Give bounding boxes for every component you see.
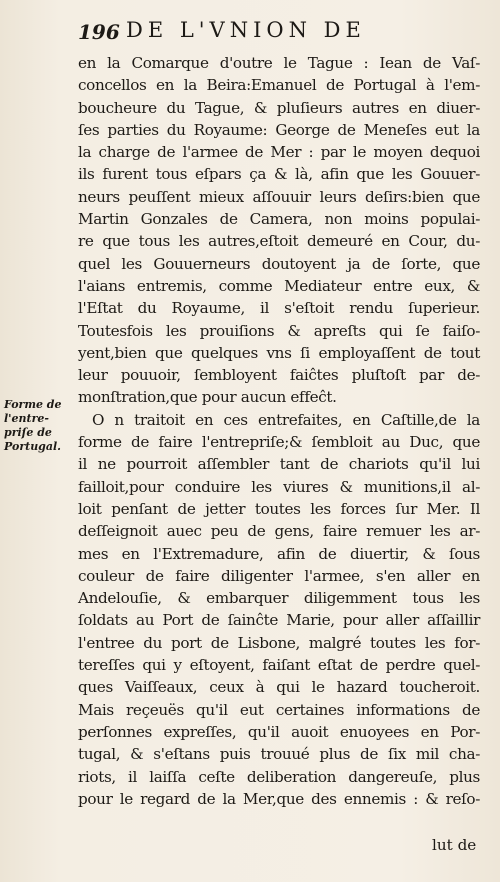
text-line: couleur de faire diligenter l'armee, s'en aller en xyxy=(78,566,480,585)
text-line: neurs peuſſent mieux aſſouuir leurs deſirs:bien que xyxy=(78,187,480,206)
text-line: il ne pourroit aſſembler tant de chariots qu'il lui xyxy=(78,455,480,474)
text-line: boucheure du Tague, & pluſieurs autres en diuer- xyxy=(78,98,480,117)
text-line: ſes parties du Royaume: George de Meneſes eut la xyxy=(78,120,480,139)
text-line: Martin Gonzales de Camera, non moins populai- xyxy=(78,210,480,229)
text-line: ils furent tous eſpars ça & là, afin que les Gouuer- xyxy=(78,165,480,184)
text-line: l'entree du port de Lisbone, malgré toutes les for- xyxy=(78,633,480,652)
text-line: l'aians entremis, comme Mediateur entre eux, & xyxy=(78,276,480,295)
text-line: la charge de l'armee de Mer : par le moyen dequoi xyxy=(78,143,480,162)
text-line: monſtration,que pour aucun effeĉt. xyxy=(78,388,337,407)
margin-note-line: Portugal. xyxy=(4,440,62,453)
text-line: en la Comarque d'outre le Tague : Iean de Vaſ- xyxy=(78,54,480,72)
text-line: Andelouſie, & embarquer diligemment tous les xyxy=(78,589,480,608)
body-text xyxy=(78,52,480,810)
text-line: re que tous les autres,eſtoit demeuré en Cour, du- xyxy=(78,232,480,251)
text-line: ſoldats au Port de ſainĉte Marie, pour aller aſſaillir xyxy=(78,611,480,630)
text-line: yent,bien que quelques vns ſi employaſſent de tout xyxy=(78,343,480,362)
page-header xyxy=(78,18,478,50)
text-line: riots, il laiſſa ceſte deliberation dangereuſe, plus xyxy=(78,767,480,786)
text-line: forme de faire l'entrepriſe;& ſembloit au Duc, que xyxy=(78,433,480,452)
text-line: pour le regard de la Mer,que des ennemis : & reſo- xyxy=(78,789,480,808)
text-line: failloit,pour conduire les viures & munitions,il al- xyxy=(78,477,480,496)
margin-note-line: priſe de xyxy=(4,426,52,439)
text-line: leur pouuoir, ſembloyent faiĉtes pluſtoſt par de- xyxy=(78,366,480,385)
text-line: ques Vaiſſeaux, ceux à qui le hazard toucheroit. xyxy=(78,678,480,697)
margin-note xyxy=(4,398,70,454)
text-line: l'Eſtat du Royaume, il s'eſtoit rendu ſuperieur. xyxy=(78,299,480,318)
page-number: 196 xyxy=(78,20,120,44)
text-line: concellos en la Beira:Emanuel de Portugal à l'em- xyxy=(78,76,480,95)
text-line: O n traitoit en ces entrefaites, en Caſtille,de la xyxy=(92,410,480,429)
text-line: tereſſes qui y eſtoyent, faiſant eſtat de perdre quel- xyxy=(78,656,480,675)
text-line: loit penſant de jetter toutes les forces ſur Mer. Il xyxy=(78,499,480,518)
text-line: perſonnes expreſſes, qu'il auoit enuoyees en Por- xyxy=(78,722,480,741)
running-title: DE L'VNION DE xyxy=(126,18,366,42)
text-line: Toutesfois les prouiſions & apreſts qui ſe faiſo- xyxy=(78,321,480,340)
text-line: quel les Gouuerneurs doutoyent ja de ſorte, que xyxy=(78,254,480,273)
margin-note-line: Forme de xyxy=(4,398,62,411)
text-line: mes en l'Extremadure, afin de diuertir, & ſous xyxy=(78,544,480,563)
text-line: Mais reçeuës qu'il eut certaines informations de xyxy=(78,700,480,719)
catchword: lut de xyxy=(432,836,477,854)
text-line: deſſeignoit auec peu de gens, faire remuer les ar- xyxy=(78,522,480,541)
margin-note-line: l'entre- xyxy=(4,412,49,425)
text-line: tugal, & s'eſtans puis trouué plus de ſix mil cha- xyxy=(78,745,480,764)
